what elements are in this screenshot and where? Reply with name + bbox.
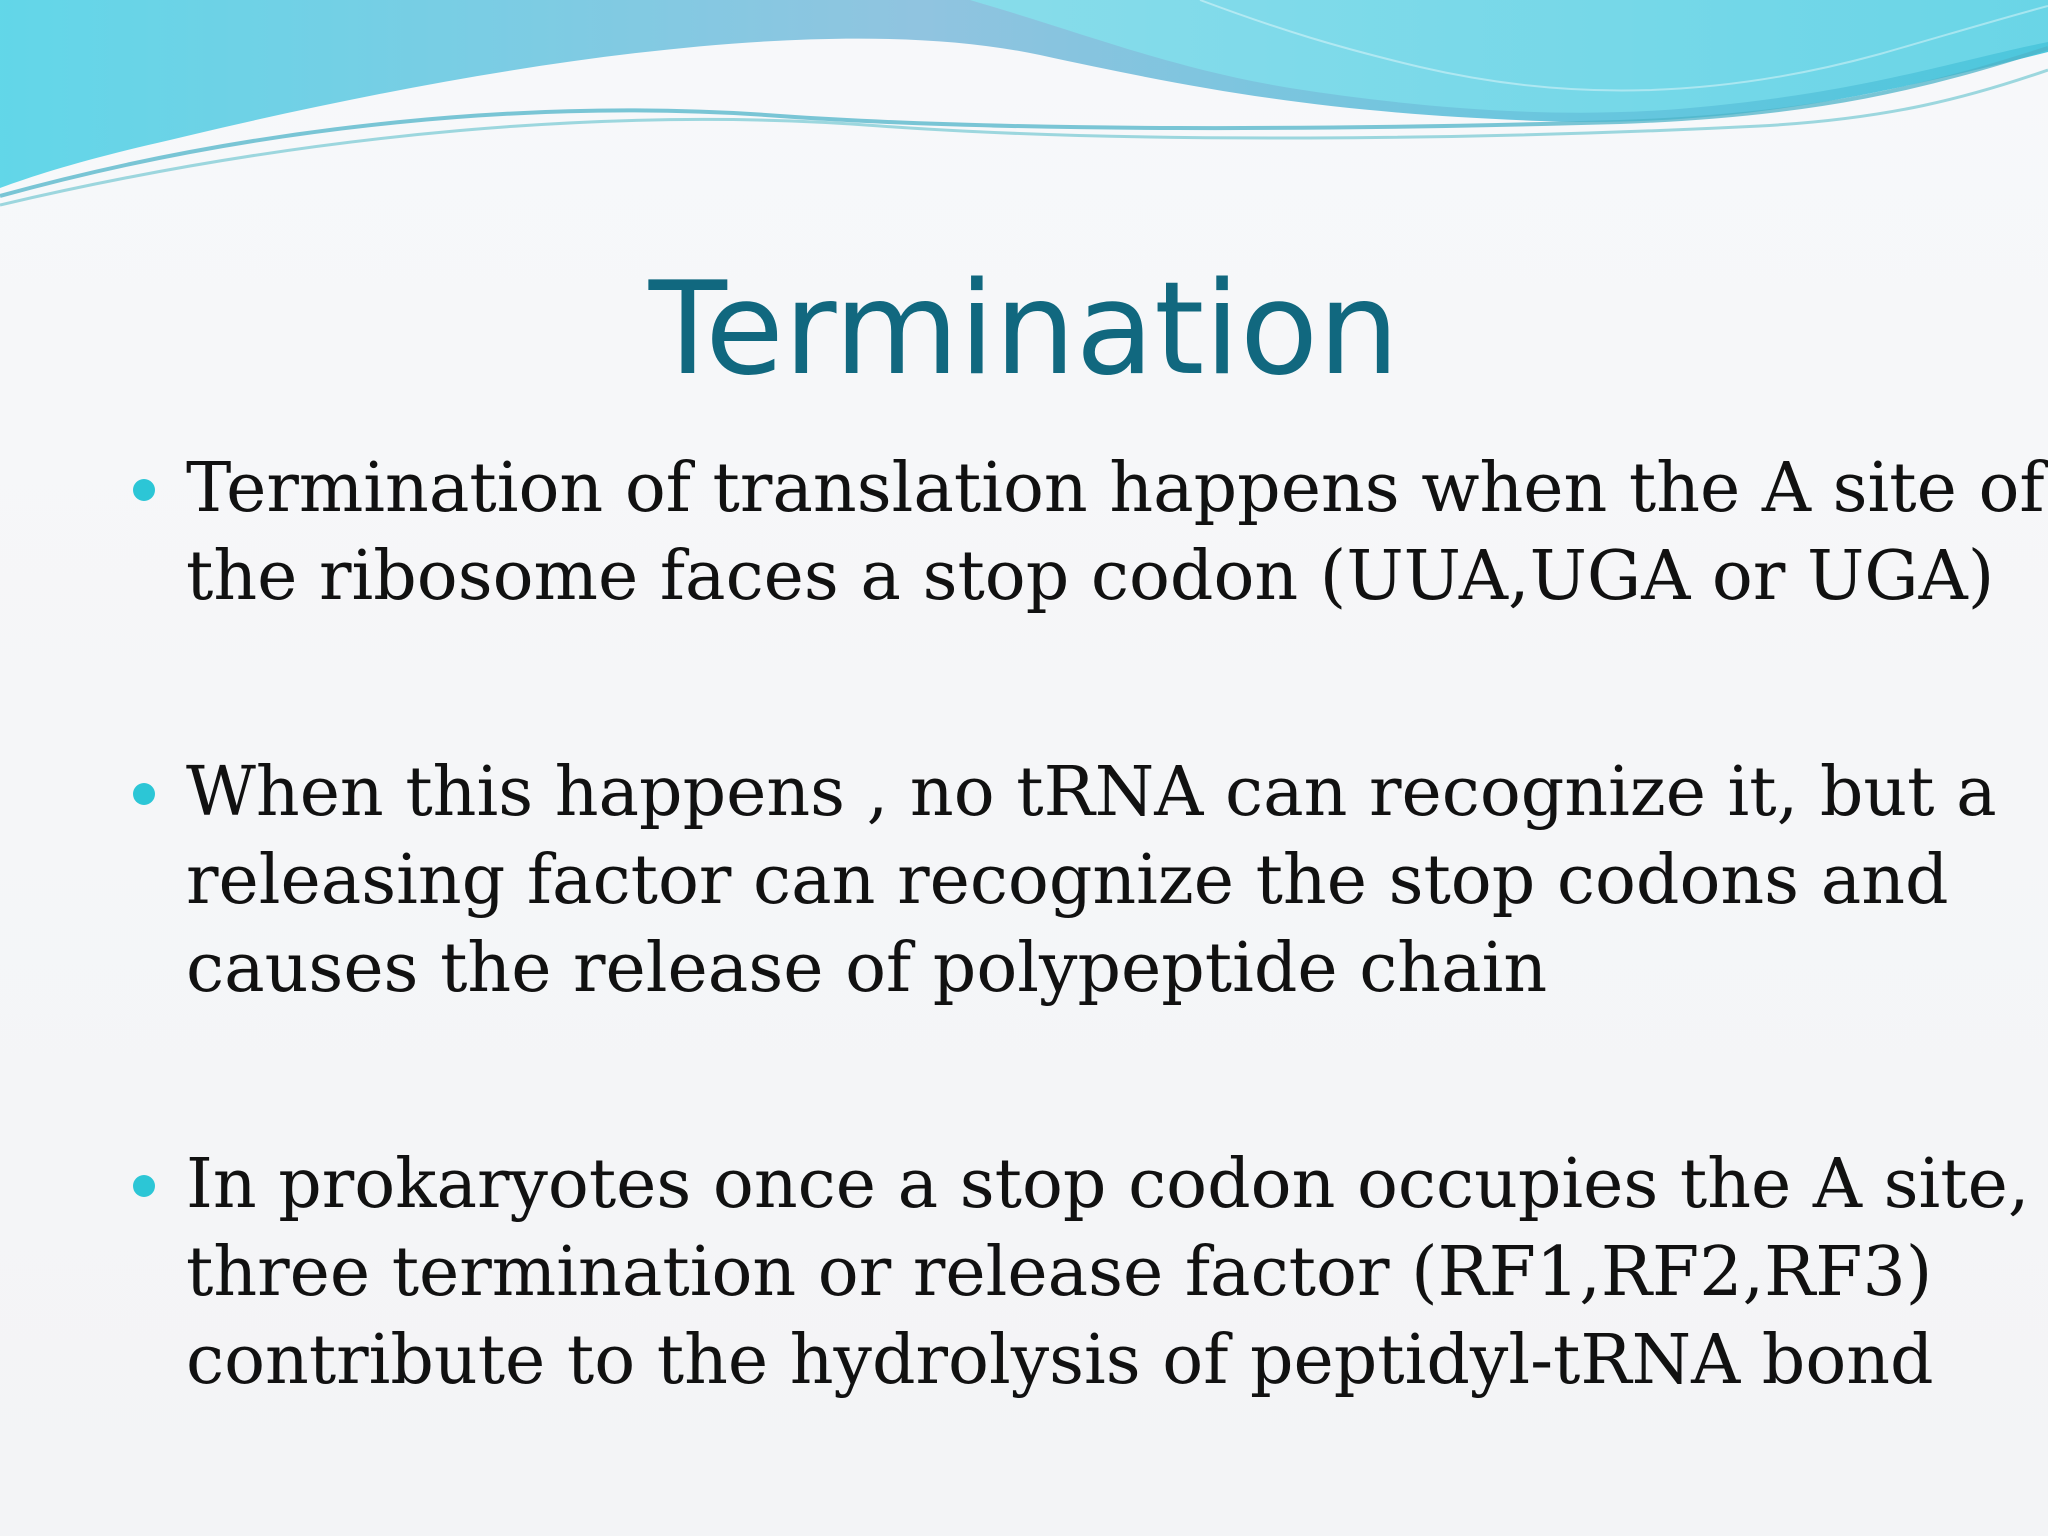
bullet-line: When this happens , no tRNA can recognize it, but a [186, 753, 1997, 832]
bullet-dot-icon [133, 479, 155, 501]
decorative-wave-header [0, 0, 2048, 240]
bullet-line: Termination of translation happens when the A site of [186, 449, 2045, 528]
bullet-line: contribute to the hydrolysis of peptidyl-tRNA bond [186, 1321, 1934, 1400]
bullet-line: three termination or release factor (RF1,RF2,RF3) [186, 1233, 1933, 1312]
bullet-dot-icon [133, 1175, 155, 1197]
slide-title: Termination [648, 255, 1400, 404]
bullet-line: causes the release of polypeptide chain [186, 929, 1548, 1008]
bullet-item [128, 1141, 2030, 1405]
bullet-line: the ribosome faces a stop codon (UUA,UGA or UGA) [186, 537, 1995, 616]
bullet-line: In prokaryotes once a stop codon occupies the A site, [186, 1145, 2030, 1224]
bullet-dot-icon [133, 783, 155, 805]
bullet-item [128, 445, 2045, 621]
bullet-item [128, 749, 1997, 1013]
bullet-line: releasing factor can recognize the stop codons and [186, 841, 1949, 920]
bullet-list [128, 445, 2045, 1405]
